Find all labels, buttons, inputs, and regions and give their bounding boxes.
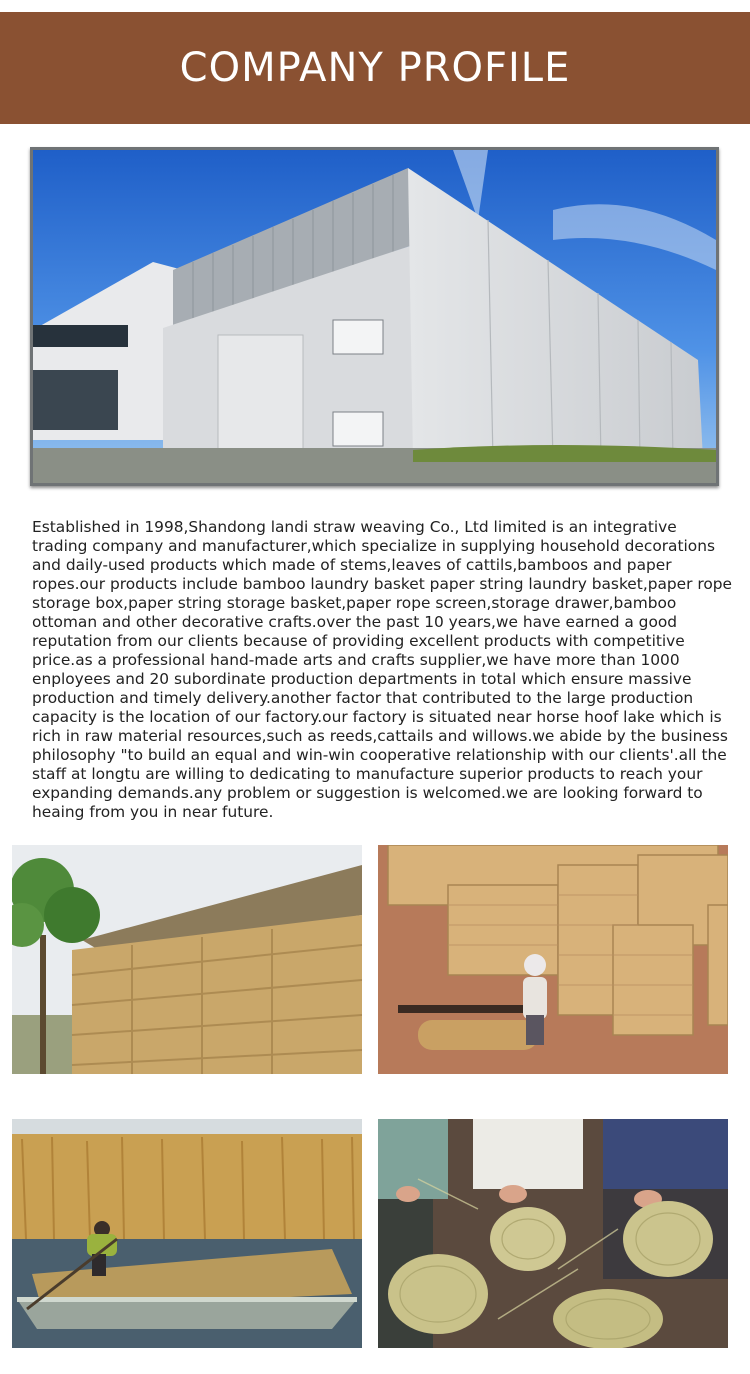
woven-mats-stacked-photo (378, 845, 728, 1074)
factory-building-photo (30, 147, 719, 486)
company-description: Established in 1998,Shandong landi straw weaving Co., Ltd limited is an integrative trading company and manufacturer,which specialize in supplying household decorations and daily-used products which made of stems,leaves of cattils,bamboos and paper ropes.our products include bamboo laundry basket paper string laundry basket,paper rope storage box,paper string storage basket,paper rope screen,storage drawer,bamboo ottoman and other decorative crafts.over the past 10 years,we have earned a good reputation from our clients because of providing excellent products with competitive price.as a professional hand-made arts and crafts supplier,we have more than 1000 enployees and 20 subordinate production departments in total which ensure massive production and timely delivery.another factor that contributed to the large production capacity is the location of our factory.our factory is situated near horse hoof lake which is rich in raw material resources,such as reeds,cattails and willows.we abide by the business philosophy "to build an equal and win-win cooperative relationship with our clients'.all the staff at longtu are willing to dedicating to manufacture superior products to reach your expanding demands.any problem or suggestion is welcomed.we are looking forward to heaing from you in near future. (32, 518, 733, 821)
factory-illustration (33, 150, 716, 483)
reed-harvest-boat-photo (12, 1119, 362, 1348)
reed-boat-illustration (12, 1119, 362, 1348)
thatched-straw-hut-photo (12, 845, 362, 1074)
basket-weaving-illustration (378, 1119, 728, 1348)
basket-weaving-workers-photo (378, 1119, 728, 1348)
woven-mats-illustration (378, 845, 728, 1074)
straw-hut-illustration (12, 845, 362, 1074)
header-banner (0, 12, 750, 124)
page-title: COMPANY PROFILE (179, 45, 571, 91)
